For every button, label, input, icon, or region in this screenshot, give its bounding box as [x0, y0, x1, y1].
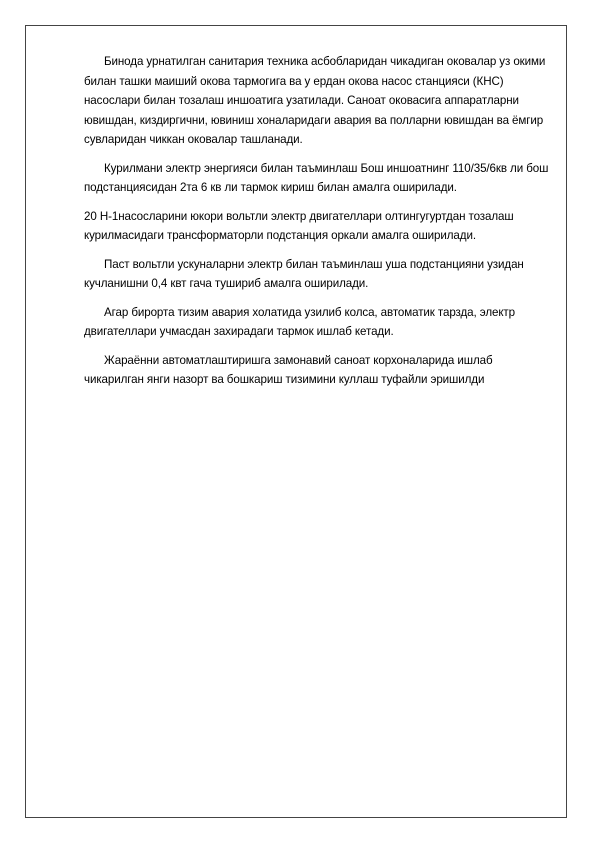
document-body [84, 52, 550, 399]
paragraph-sewage: Бинода урнатилган санитария техника асбобларидан чикадиган оковалар уз окими билан ташки маиший окова тармогига ва у ердан окова насос станцияси (КНС) насослари билан тозалаш иншоатига узатилади. Саноат оковасига аппаратларни ювишдан, киздиргични, ювиниш хоналаридаги авария ва полларни ювишдан ва ёмгир сувларидан чиккан оковалар ташланади. [84, 55, 546, 146]
paragraph-backup-network: Агар бирорта тизим авария холатида узилиб колса, автоматик тарзда, электр двигателлари учмасдан захирадаги тармок ишлаб кетади. [84, 305, 515, 338]
paragraph-pump-motors: 20 Н-1насосларини юкори вольтли электр двигателлари олтингугуртдан тозалаш курилмасидаги трансформаторли подстанция оркали амалга оширилади. [84, 209, 514, 242]
paragraph-power-supply: Курилмани электр энергияси билан таъминлаш Бош иншоатнинг 110/35/6кв ли бош подстанциясидан 2та 6 кв ли тармок кириш билан амалга оширилади. [84, 161, 549, 194]
paragraph-automation: Жараённи автоматлаштиришга замонавий саноат корхоналарида ишлаб чикарилган янги назорт ва бошкариш тизимини куллаш туфайли эришилди [84, 353, 493, 386]
paragraph-low-voltage: Паст вольтли ускуналарни электр билан таъминлаш уша подстанцияни узидан кучланишни 0,4 квт гача тушириб амалга оширилади. [84, 257, 524, 290]
